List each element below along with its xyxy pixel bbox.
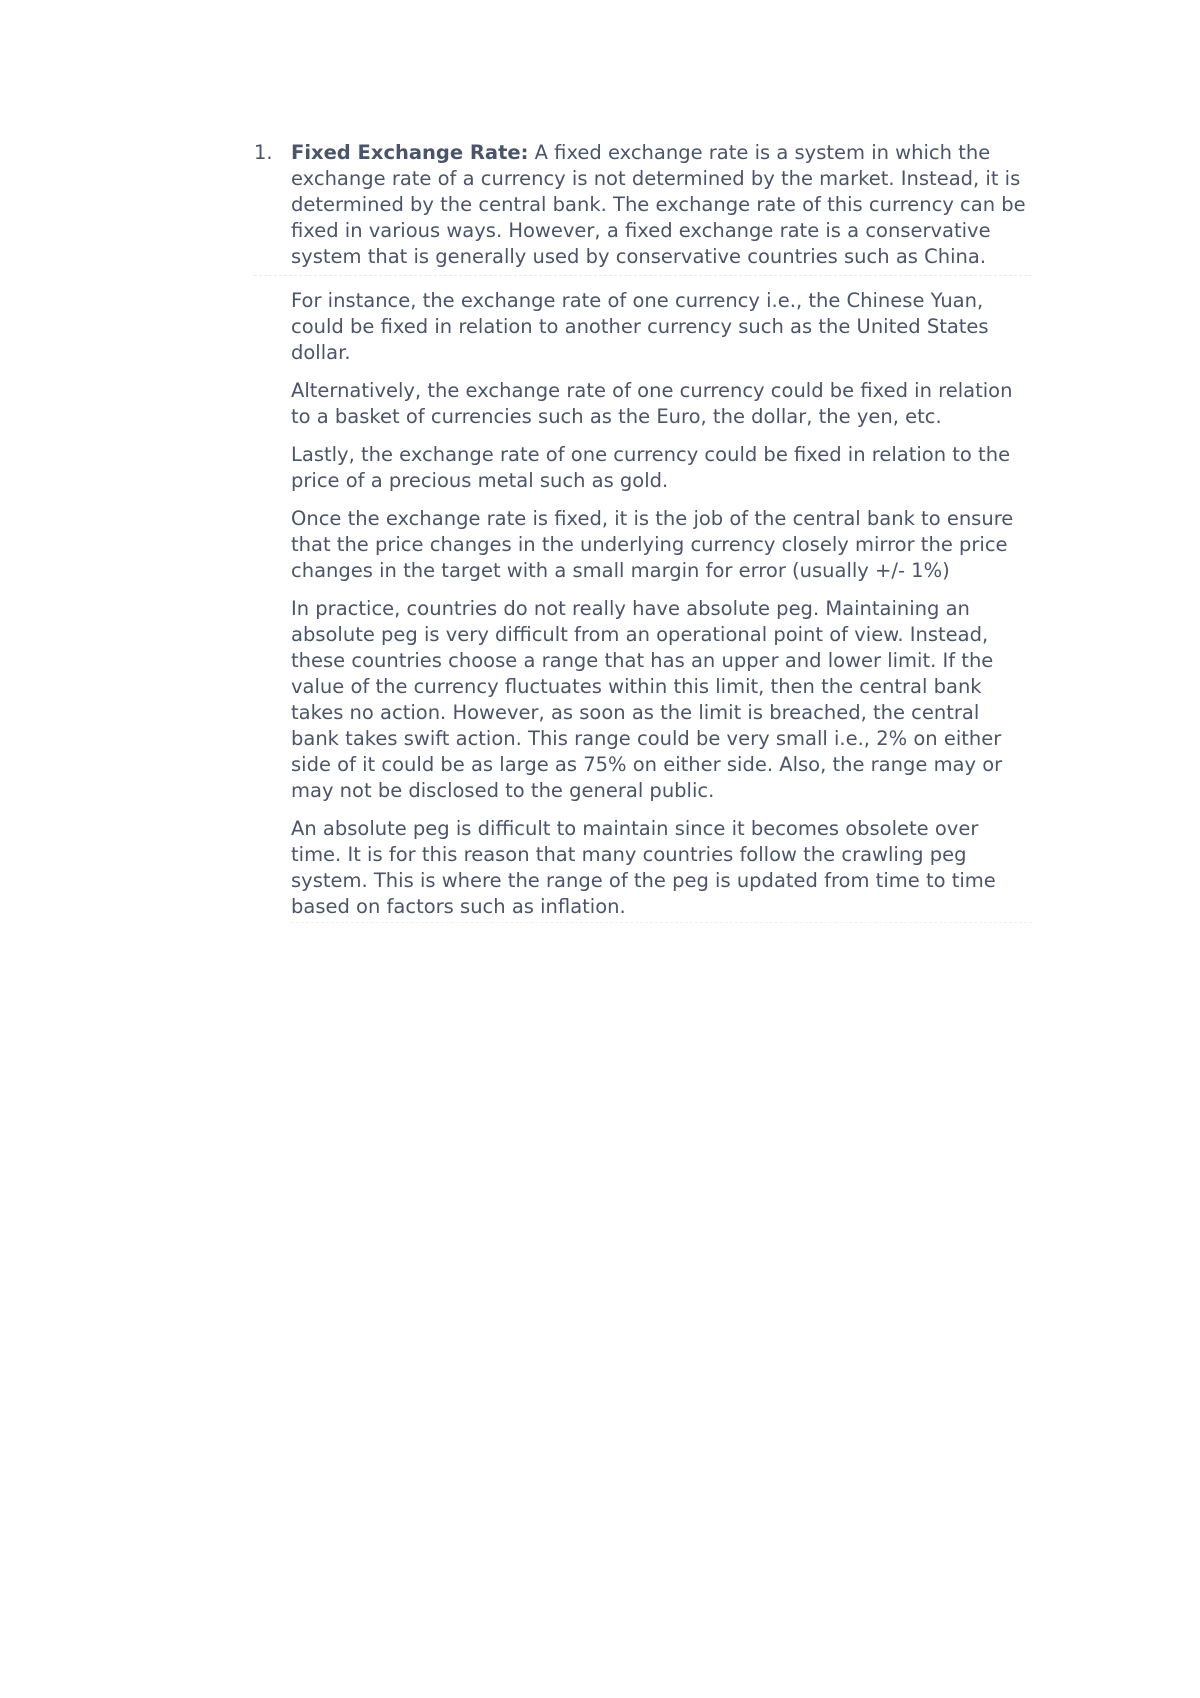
section-end-separator bbox=[291, 922, 1032, 923]
list-number: 1. bbox=[254, 141, 273, 164]
list-item-body bbox=[291, 140, 1032, 270]
paragraph-alternatively: Alternatively, the exchange rate of one currency could be fixed in relation to a basket of currencies such as the Euro, the dollar, the yen, etc. bbox=[291, 379, 1013, 428]
term-definition: A fixed exchange rate is a system in which the exchange rate of a currency is not determined by the market. Instead, it is determined by the central bank. The exchange rate of this currency can be fixed in various ways. However, a fixed exchange rate is a conservative system that is generally used by conservative countries such as China. bbox=[291, 141, 1026, 268]
paragraph-central-bank-job: Once the exchange rate is fixed, it is the job of the central bank to ensure that the price changes in the underlying currency closely mirror the price changes in the target with a small margin for error (usually +/- 1%) bbox=[291, 507, 1014, 582]
document-content bbox=[254, 140, 1032, 923]
list-item-fixed-exchange-rate bbox=[254, 140, 1032, 270]
paragraph-lastly: Lastly, the exchange rate of one currency could be fixed in relation to the price of a precious metal such as gold. bbox=[291, 443, 1011, 492]
section-separator bbox=[254, 275, 1032, 276]
paragraph-instance: For instance, the exchange rate of one currency i.e., the Chinese Yuan, could be fixed in relation to another currency such as the United States dollar. bbox=[291, 289, 989, 364]
paragraph-absolute-peg: An absolute peg is difficult to maintain since it becomes obsolete over time. It is for this reason that many countries follow the crawling peg system. This is where the range of the peg is updated from time to time based on factors such as inflation. bbox=[291, 817, 996, 918]
term-heading: Fixed Exchange Rate: bbox=[291, 141, 529, 164]
paragraph-in-practice: In practice, countries do not really have absolute peg. Maintaining an absolute peg is very difficult from an operational point of view. Instead, these countries choose a range that has an upper and lower limit. If the value of the currency fluctuates within this limit, then the central bank takes no action. However, as soon as the limit is breached, the central bank takes swift action. This range could be very small i.e., 2% on either side of it could be as large as 75% on either side. Also, the range may or may not be disclosed to the general public. bbox=[291, 597, 1003, 802]
